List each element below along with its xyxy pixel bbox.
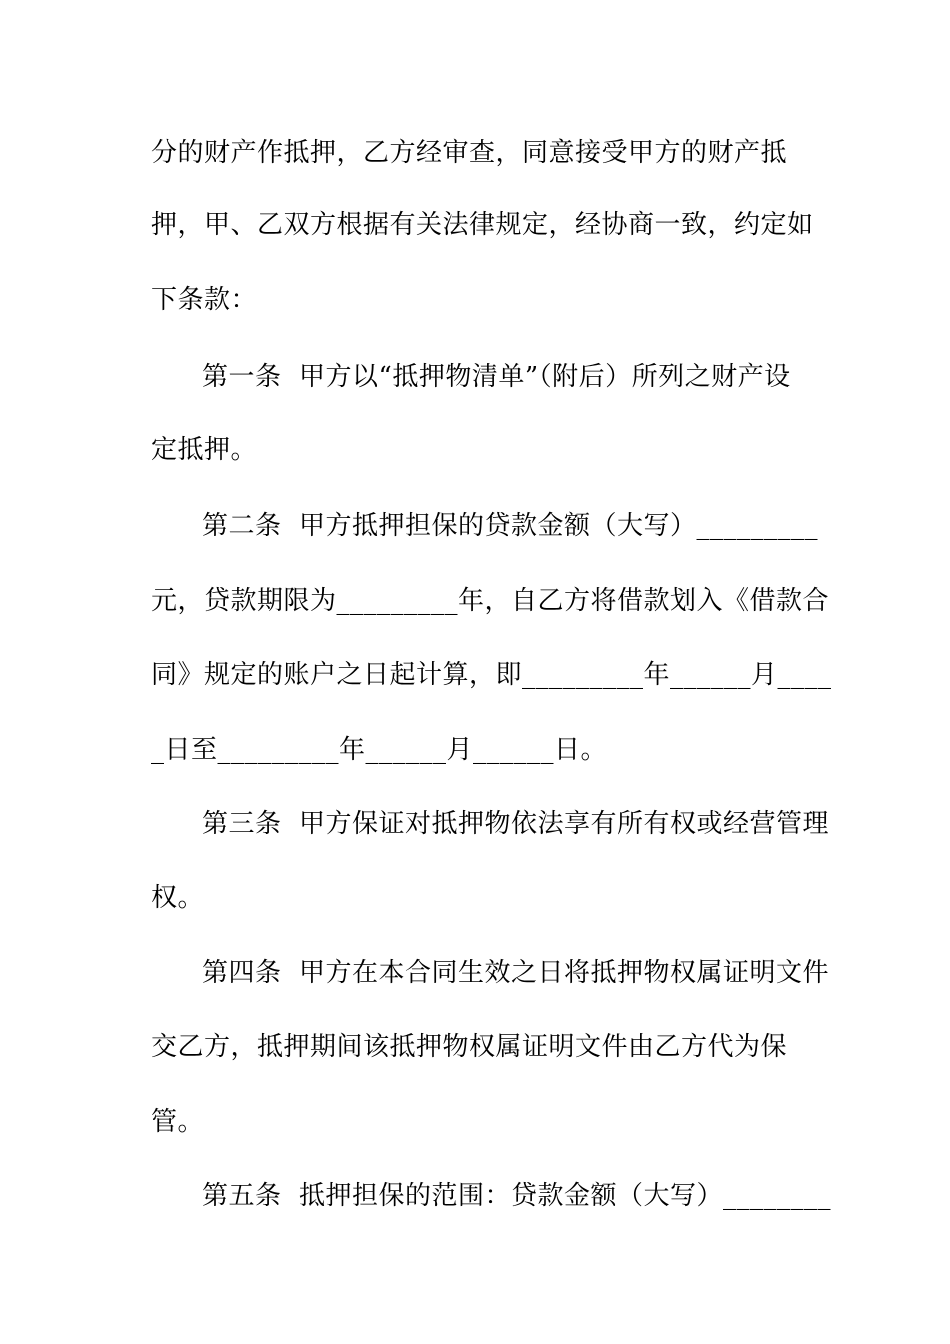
article-5-line-1: 第五条 抵押担保的范围：贷款金额（大写）________ <box>202 1181 832 1211</box>
text-line-3: 下条款： <box>151 285 258 315</box>
article-4-line-2: 交乙方，抵押期间该抵押物权属证明文件由乙方代为保 <box>151 1032 788 1062</box>
article-2-line-1: 第二条 甲方抵押担保的贷款金额（大写）_________ <box>202 511 819 541</box>
article-4-line-1: 第四条 甲方在本合同生效之日将抵押物权属证明文件 <box>202 958 830 988</box>
article-1-line-2: 定抵押。 <box>151 435 258 465</box>
text-line-1: 分的财产作抵押，乙方经审查，同意接受甲方的财产抵 <box>151 138 788 168</box>
article-2-line-4: _日至_________年______月______日。 <box>151 735 608 765</box>
article-3-line-2: 权。 <box>151 883 205 913</box>
article-4-line-3: 管。 <box>151 1107 205 1137</box>
text-line-2: 押，甲、乙双方根据有关法律规定，经协商一致，约定如 <box>151 210 814 240</box>
article-1-line-1: 第一条 甲方以“抵押物清单”（附后）所列之财产设 <box>202 362 791 392</box>
article-3-line-1: 第三条 甲方保证对抵押物依法享有所有权或经营管理 <box>202 809 830 839</box>
article-2-line-3: 同》规定的账户之日起计算，即_________年______月____ <box>151 660 832 690</box>
article-2-line-2: 元，贷款期限为_________年，自乙方将借款划入《借款合 <box>151 586 830 616</box>
